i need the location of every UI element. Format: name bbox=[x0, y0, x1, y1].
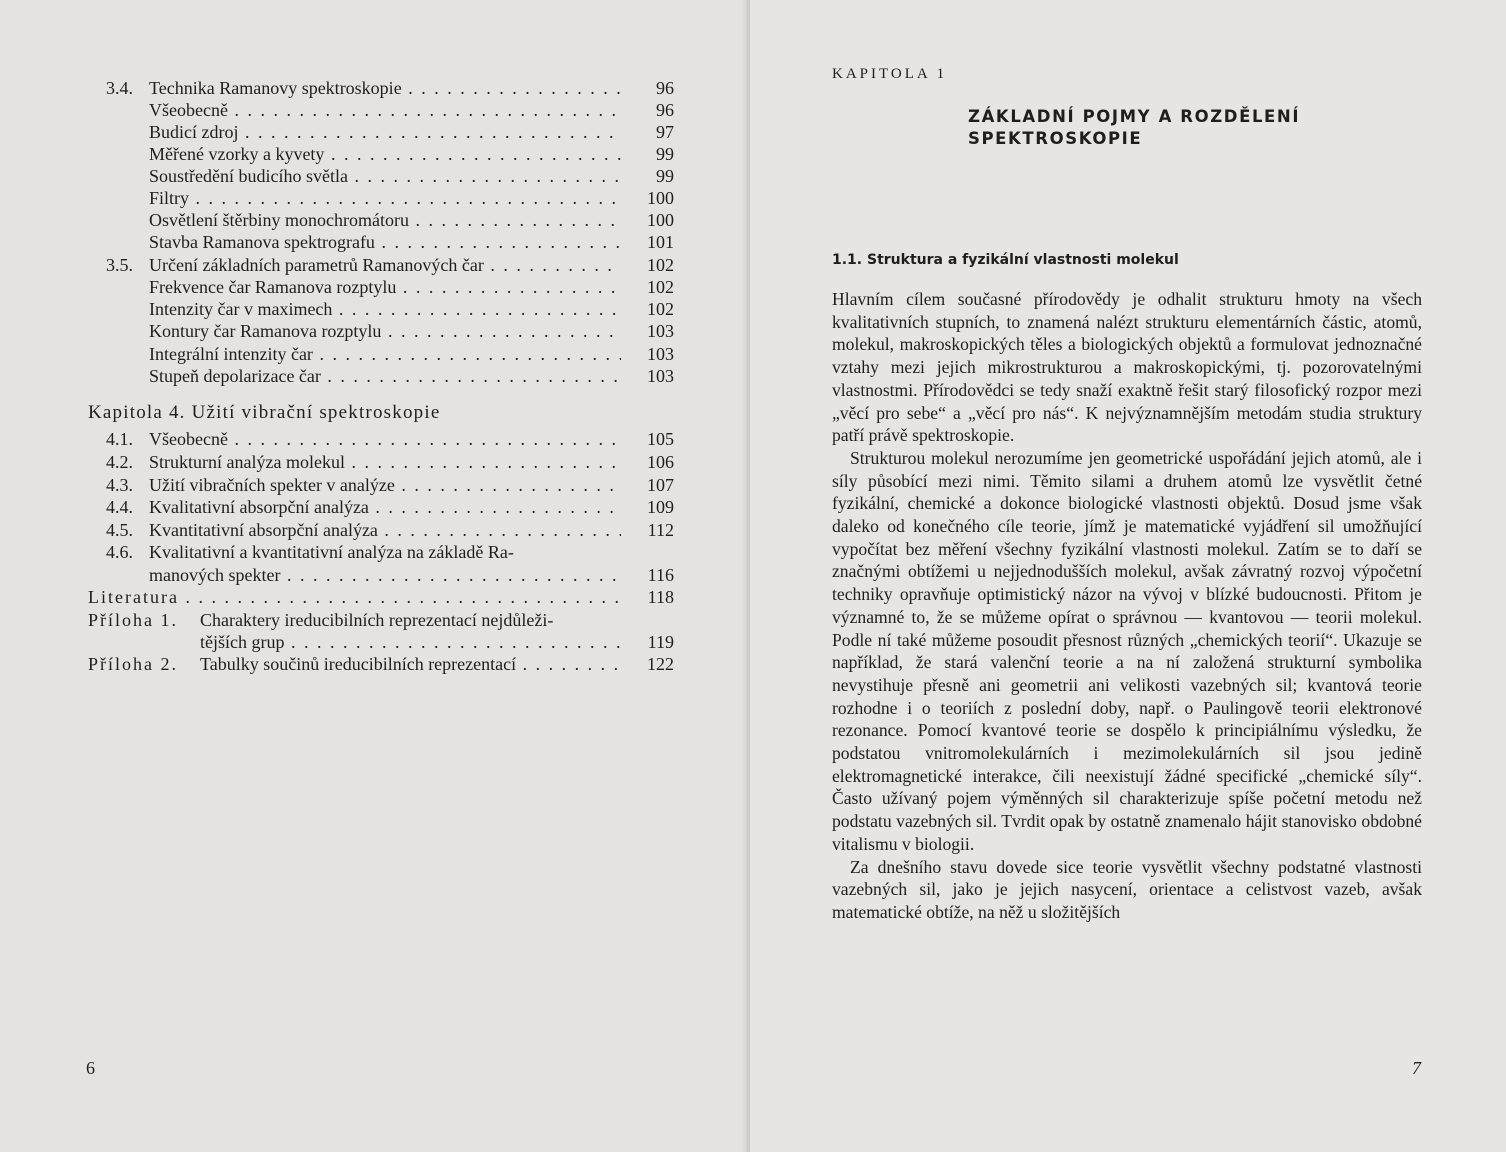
toc-entry-page: 102 bbox=[647, 277, 674, 297]
toc-entry-title: Měřené vzorky a kyvety . . . bbox=[149, 143, 621, 165]
appendix-label: Příloha 2. bbox=[88, 654, 178, 674]
toc-entry-page: 109 bbox=[647, 497, 674, 517]
toc-entry-title: Frekvence čar Ramanova rozptylu . . . bbox=[149, 276, 621, 298]
toc-entry-page: 96 bbox=[656, 100, 674, 120]
page-number-right: 7 bbox=[1412, 1058, 1421, 1078]
toc-entry-page: 103 bbox=[647, 366, 674, 386]
toc-entry-number: 4.1. bbox=[106, 429, 133, 449]
toc-entry-title: Soustředění budicího světla . . . bbox=[149, 165, 621, 187]
toc-entry-page: 97 bbox=[656, 122, 674, 142]
page-number-left: 6 bbox=[86, 1058, 95, 1078]
toc-entry-page: 99 bbox=[656, 166, 674, 186]
toc-entry-page: 100 bbox=[647, 188, 674, 208]
toc-entry-number: 4.4. bbox=[106, 497, 133, 517]
toc-chapter-title: Kapitola 4. Užití vibrační spektroskopie bbox=[88, 402, 441, 423]
appendix-label: Příloha 1. bbox=[88, 610, 178, 630]
toc-entry-page: 105 bbox=[647, 429, 674, 449]
toc-entry-title: Stupeň depolarizace čar . . . bbox=[149, 365, 621, 387]
chapter-title-line: SPEKTROSKOPIE bbox=[968, 129, 1143, 148]
toc-entry-page: 107 bbox=[647, 475, 674, 495]
toc-entry-page: 118 bbox=[647, 587, 674, 607]
toc-entry-number: 4.2. bbox=[106, 452, 133, 472]
toc-entry-page: 116 bbox=[647, 565, 674, 585]
toc-entry-page: 100 bbox=[647, 210, 674, 230]
toc-entry-title: Charaktery ireducibilních reprezentací nejdůleži- bbox=[200, 610, 554, 630]
toc-entry-title: Určení základních parametrů Ramanových čar . . . bbox=[149, 254, 621, 276]
body-text bbox=[832, 288, 1422, 924]
left-page bbox=[0, 0, 750, 1152]
toc-entry-title: tějších grup . . . bbox=[200, 631, 621, 653]
toc-entry-title: Užití vibračních spekter v analýze . . . bbox=[149, 474, 621, 496]
toc-entry-title: Stavba Ramanova spektrografu . . . bbox=[149, 231, 621, 253]
toc-entry-title: Intenzity čar v maximech . . . bbox=[149, 298, 621, 320]
toc-entry-page: 103 bbox=[647, 344, 674, 364]
toc-entry-number: 4.6. bbox=[106, 542, 133, 562]
toc-entry-title: Kvalitativní a kvantitativní analýza na základě Ra- bbox=[149, 542, 514, 562]
toc-entry-title: Osvětlení štěrbiny monochromátoru . . . bbox=[149, 209, 621, 231]
toc-entry-page: 119 bbox=[647, 632, 674, 652]
toc-entry-title: manových spekter . . . bbox=[149, 564, 621, 586]
paragraph: Strukturou molekul nerozumíme jen geometrické uspořádání jejich atomů, ale i síly působící mezi nimi. Těmito silami a druhem atomů lze vysvětlit četné fyzikální, chemické a dokonce biologické vlastnosti objektů. Dosud jsme však daleko od konečného cíle teorie, jímž je matematické vyjádření sil umožňující vypočítat bez měření všechny fyzikální vlastnosti molekul. Zatím se to daří se značnými obtížemi u nejjednodušších molekul, avšak závratný rozvoj výpočetní techniky opravňuje optimistický názor na vývoj v blízké budoucnosti. Přitom je významné to, že se můžeme opírat o správnou — kvantovou — teorii molekul. Podle ní také můžeme posoudit přesnost různých „chemických teorií“. Ukazuje se například, že stará valenční teorie a na ní založená strukturní symbolika nevystihuje přesně ani geometrii ani velikosti vazebných sil; kvantová teorie rozhodne i o teoriích z poslední doby, např. o Paulingově teorii elektronové rezonance. Pomocí kvantové teorie se dospělo k principiálnímu výsledku, že podstatou vnitromolekulárních i mezimolekulárních sil jsou jedině elektromagnetické interakce, čili neexistují žádné specifické „chemické síly“. Často užívaný pojem výměnných sil charakterizuje spíše početní metodu než podstatu vazebných sil. Tvrdit opak by ostatně znamenalo hájit stanovisko obdobné vitalismu v biologii. bbox=[832, 447, 1422, 854]
chapter-title bbox=[968, 106, 1348, 150]
toc-entry-page: 102 bbox=[647, 255, 674, 275]
toc-entry-title: Všeobecně . . . bbox=[149, 99, 621, 121]
toc-entry-page: 96 bbox=[656, 78, 674, 98]
toc-entry-title: Tabulky součinů ireducibilních reprezentací . . . bbox=[200, 653, 621, 675]
toc-entry-page: 103 bbox=[647, 321, 674, 341]
toc-entry-page: 99 bbox=[656, 144, 674, 164]
toc-entry-title: Kontury čar Ramanova rozptylu . . . bbox=[149, 320, 621, 342]
toc-entry-title: Technika Ramanovy spektroskopie . . . bbox=[149, 77, 621, 99]
paragraph: Za dnešního stavu dovede sice teorie vysvětlit všechny podstatné vlastnosti vazebných sil, jako je jejich nasycení, orientace a celistvost vazeb, avšak matematické obtíže, na něž u složitějších bbox=[832, 856, 1422, 922]
toc-entry-number: 3.4. bbox=[106, 78, 133, 98]
toc-entry-page: 101 bbox=[647, 232, 674, 252]
toc-entry-number: 4.3. bbox=[106, 475, 133, 495]
toc-entry-page: 102 bbox=[647, 299, 674, 319]
toc-entry-title: Všeobecně . . . bbox=[149, 428, 621, 450]
section-heading: 1.1. Struktura a fyzikální vlastnosti molekul bbox=[832, 252, 1179, 268]
chapter-title-line: ZÁKLADNÍ POJMY A ROZDĚLENÍ bbox=[968, 107, 1301, 126]
toc-entry-title: Kvantitativní absorpční analýza . . . bbox=[149, 519, 621, 541]
toc-entry-page: 122 bbox=[647, 654, 674, 674]
toc-entry-title: Strukturní analýza molekul . . . bbox=[149, 451, 621, 473]
toc-entry-title: Filtry . . . bbox=[149, 187, 621, 209]
toc-entry-title: Integrální intenzity čar . . . bbox=[149, 343, 621, 365]
toc-entry-number: 3.5. bbox=[106, 255, 133, 275]
toc-entry-page: 112 bbox=[647, 520, 674, 540]
toc-entry-title: Kvalitativní absorpční analýza . . . bbox=[149, 496, 621, 518]
toc-entry-title: Literatura . . . bbox=[88, 586, 621, 608]
chapter-label: KAPITOLA 1 bbox=[832, 66, 948, 82]
toc-entry-number: 4.5. bbox=[106, 520, 133, 540]
toc-entry-title: Budicí zdroj . . . bbox=[149, 121, 621, 143]
toc-entry-page: 106 bbox=[647, 452, 674, 472]
paragraph: Hlavním cílem současné přírodovědy je odhalit strukturu hmoty na všech kvalitativních stupních, to znamená nalézt strukturu elementárních částic, atomů, molekul, makroskopických těles a biologických objektů a formulovat jednoznačné vztahy mezi jejich mikrostrukturou a makroskopickými, tj. pozorovatelnými vlastnostmi. Přírodovědci se tedy snaží exaktně řešit starý filosofický rozpor mezi „věcí pro sebe“ a „věcí pro nás“. K nejvýznamnějším metodám studia struktury patří právě spektroskopie. bbox=[832, 289, 1422, 446]
